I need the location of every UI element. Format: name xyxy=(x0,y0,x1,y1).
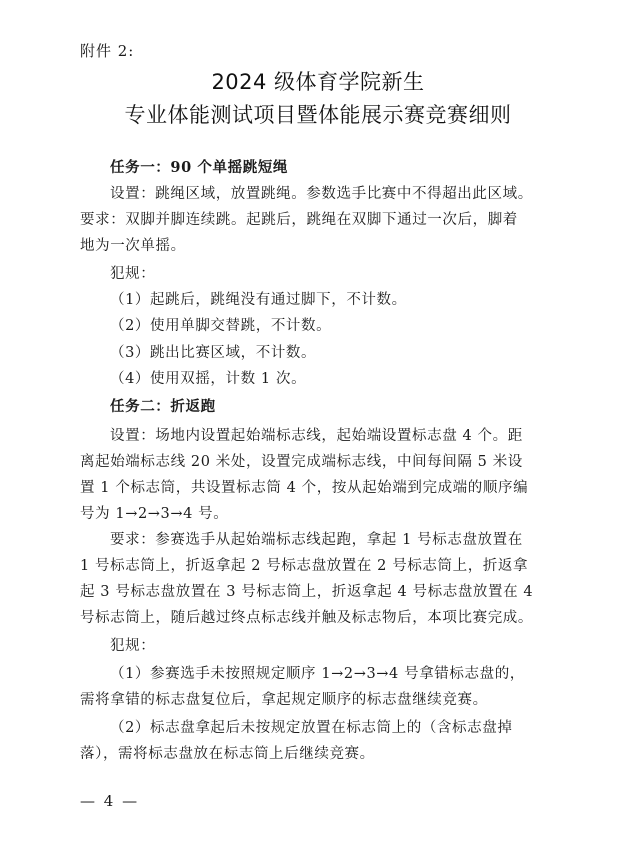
page-number: — 4 — xyxy=(80,792,140,810)
task1-requirement-line-1: 要求：双脚并脚连续跳。起跳后，跳绳在双脚下通过一次后，脚着 xyxy=(80,212,518,228)
task1-foul-3: （3）跳出比赛区域，不计数。 xyxy=(110,345,317,361)
task2-setup-line-3: 置 1 个标志筒，共设置标志筒 4 个，按从起始端到完成端的顺序编 xyxy=(80,480,529,496)
task1-requirement-line-2: 地为一次单摇。 xyxy=(80,238,186,254)
task2-requirement-line-2: 1 号标志筒上，折返拿起 2 号标志盘放置在 2 号标志筒上，折返拿 xyxy=(80,558,529,574)
task2-heading: 任务二：折返跑 xyxy=(110,398,216,415)
task2-setup-line-1: 设置：场地内设置起始端标志线，起始端设置标志盘 4 个。距 xyxy=(110,428,523,444)
document-title-line-2: 专业体能测试项目暨体能展示赛竞赛细则 xyxy=(124,103,512,127)
task1-foul-1: （1）起跳后，跳绳没有通过脚下，不计数。 xyxy=(110,292,407,308)
attachment-label: 附件 2: xyxy=(80,42,135,60)
task2-requirement-line-1: 要求：参赛选手从起始端标志线起跑，拿起 1 号标志盘放置在 xyxy=(110,532,523,548)
task2-requirement-line-3: 起 3 号标志盘放置在 3 号标志筒上，折返拿起 4 号标志盘放置在 4 xyxy=(80,584,534,600)
task2-foul-1-line-1: （1）参赛选手未按照规定顺序 1→2→3→4 号拿错标志盘的， xyxy=(110,666,525,682)
task1-setup: 设置：跳绳区域，放置跳绳。参数选手比赛中不得超出此区域。 xyxy=(110,186,533,202)
task2-requirement-line-4: 号标志筒上，随后越过终点标志线并触及标志物后，本项比赛完成。 xyxy=(80,610,533,626)
document-title-line-1: 2024 级体育学院新生 xyxy=(211,70,425,94)
task1-foul-4: （4）使用双摇，计数 1 次。 xyxy=(110,371,307,387)
task2-foul-1-line-2: 需将拿错的标志盘复位后，拿起规定顺序的标志盘继续竞赛。 xyxy=(80,692,488,708)
task2-setup-line-4: 号为 1→2→3→4 号。 xyxy=(80,506,229,522)
task2-foul-2-line-1: （2）标志盘拿起后未按规定放置在标志筒上的（含标志盘掉 xyxy=(110,720,513,736)
task2-foul-2-line-2: 落），需将标志盘放在标志筒上后继续竞赛。 xyxy=(80,746,375,762)
task1-heading: 任务一：90 个单摇跳短绳 xyxy=(110,159,289,176)
task1-fouls-label: 犯规： xyxy=(110,266,156,282)
task2-setup-line-2: 离起始端标志线 20 米处，设置完成端标志线，中间每间隔 5 米设 xyxy=(80,454,523,470)
task2-fouls-label: 犯规： xyxy=(110,638,156,654)
task1-foul-2: （2）使用单脚交替跳，不计数。 xyxy=(110,318,332,334)
